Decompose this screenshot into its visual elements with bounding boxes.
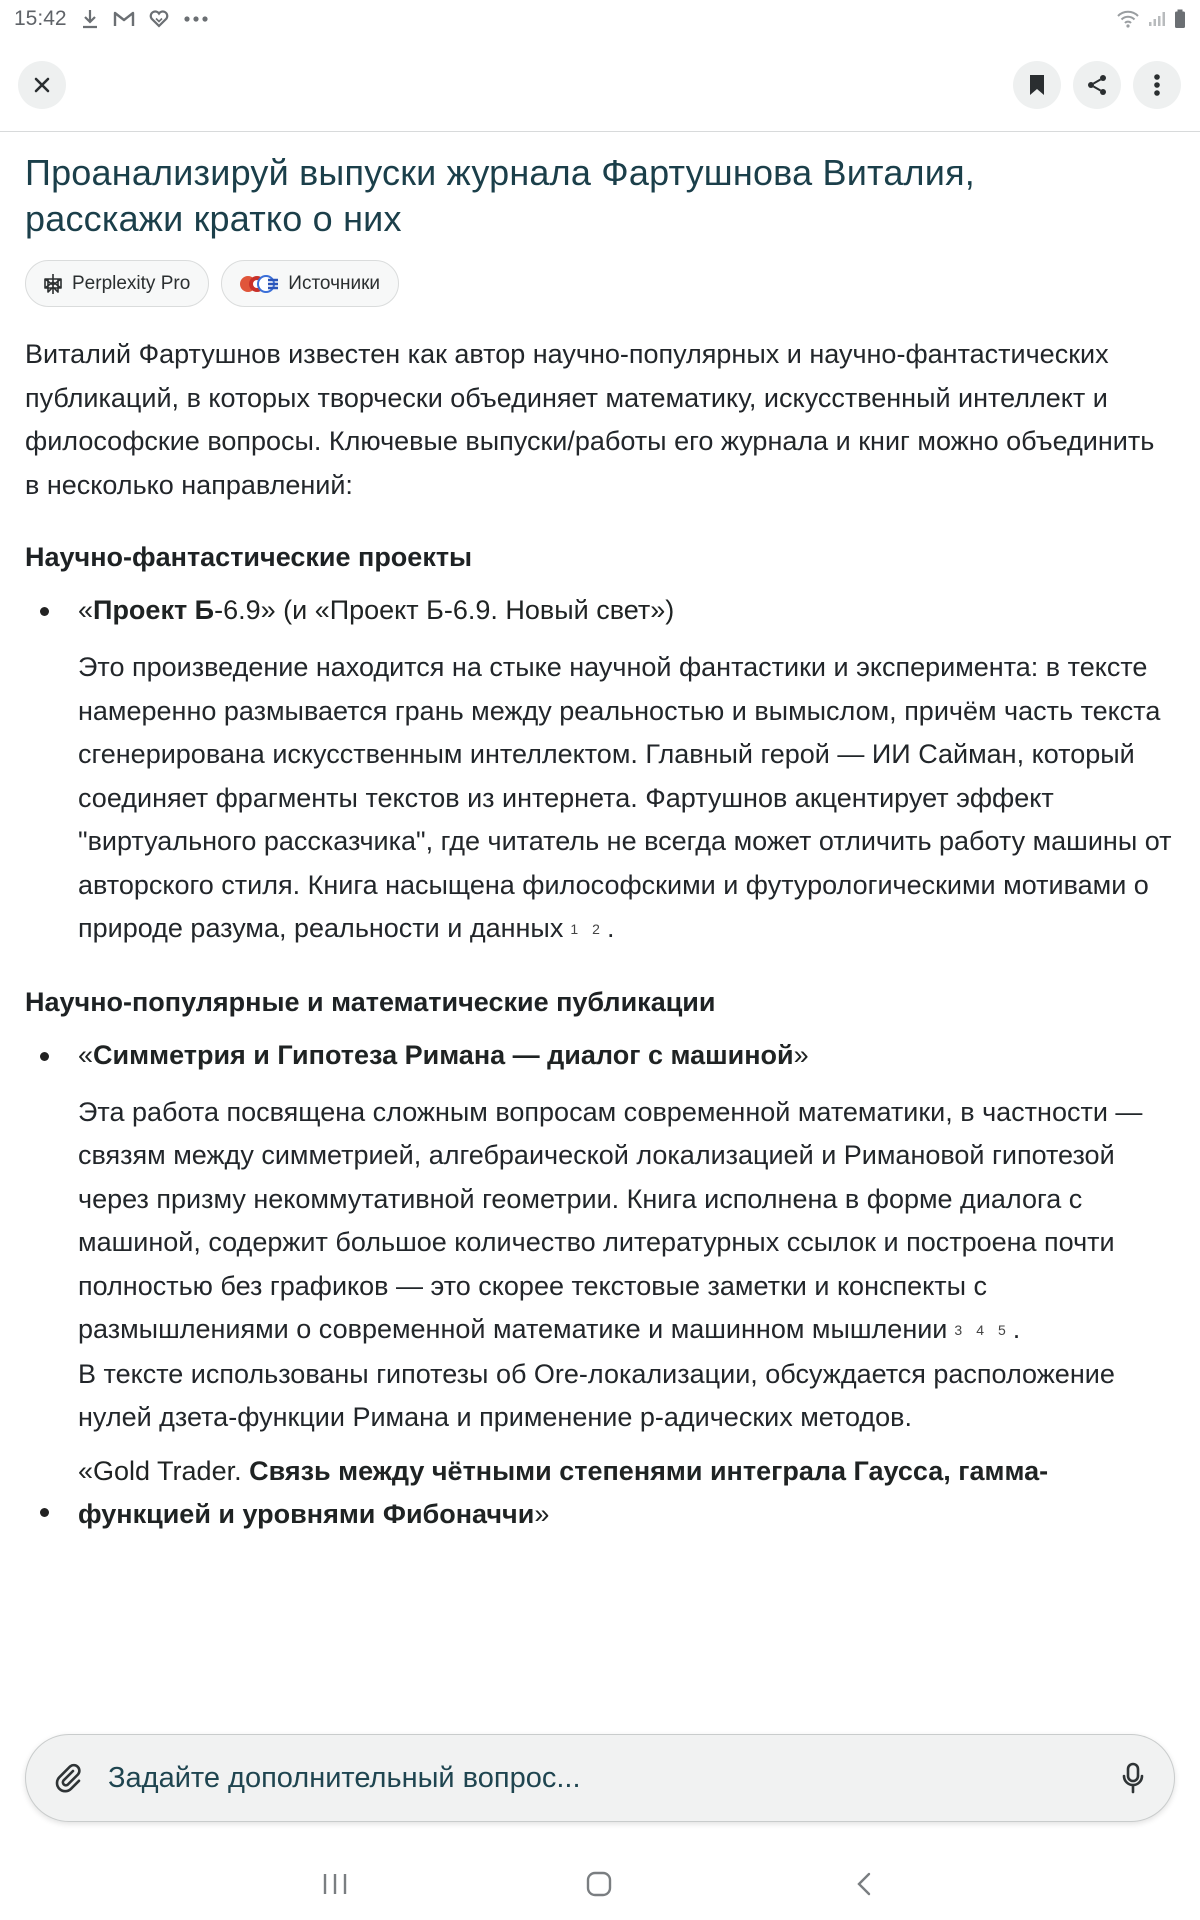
section-heading-scifi: Научно-фантастические проекты <box>25 542 473 572</box>
list-item <box>25 1034 1175 1077</box>
sentence-end: . <box>1012 1314 1021 1344</box>
recents-button[interactable] <box>305 1868 365 1900</box>
perplexity-icon <box>42 273 64 295</box>
back-icon <box>855 1871 873 1897</box>
answer-intro: Виталий Фартушнов известен как автор научно-популярных и научно-фантастических публикаций, в которых творчески объединяет математику, искусственный интеллект и философские вопросы. Ключевые выпуски/работы его журнала и книг можно объединить в несколько направлений: <box>25 339 1155 500</box>
section2-body-text: Эта работа посвящена сложным вопросам современной математики, в частности — связям между симметрией, алгебраической локализацией и Римановой гипотезой через призму некоммутативной геометрии. Книга исполнена в форме диалога с машиной, содержит большое количество литературных ссылок и построена почти полностью без графиков — это скорее текстовые заметки и конспекты с размышлениями о современной математике и машинном мышлении <box>78 1096 1143 1344</box>
share-button[interactable] <box>1073 61 1121 109</box>
citation-link[interactable]: 5 <box>998 1322 1006 1338</box>
citation-link[interactable]: 3 <box>954 1322 963 1338</box>
citation-link[interactable]: 1 <box>570 921 579 937</box>
bookmark-button[interactable] <box>1013 61 1061 109</box>
status-time: 15:42 <box>14 7 67 30</box>
quote-mark: » <box>534 1498 550 1529</box>
header-divider <box>0 131 1200 132</box>
citation-link[interactable]: 4 <box>976 1322 984 1338</box>
voice-input-button[interactable] <box>1122 1762 1144 1794</box>
back-button[interactable] <box>834 1868 894 1900</box>
list-item <box>25 589 1175 632</box>
list-item <box>25 1450 1175 1536</box>
sentence-end: . <box>606 913 615 943</box>
section1-body-text: Это произведение находится на стыке научной фантастики и эксперимента: в тексте намеренно размывается грань между реальностью и вымыслом, причём часть текста сгенерирована искусственным интеллектом. Главный герой — ИИ Сайман, который соединяет фрагменты текстов из интернета. Фартушнов акцентирует эффект "виртуального рассказчика", где читатель не всегда может отличить работу машины от авторского стиля. Книга насыщена философскими и футурологическими мотивами о природе разума, реальности и данных <box>78 652 1172 943</box>
more-options-button[interactable] <box>1133 61 1181 109</box>
heart-icon <box>149 9 169 29</box>
sources-chip[interactable] <box>221 260 399 307</box>
work-title-prefix: «Gold Trader. <box>78 1455 250 1486</box>
follow-up-input[interactable] <box>25 1734 1175 1822</box>
status-bar <box>0 0 1200 38</box>
share-icon <box>1085 73 1109 97</box>
work-title-bold: Проект Б <box>93 595 215 625</box>
bullet <box>40 1052 49 1061</box>
chip-label: Perplexity Pro <box>72 272 191 294</box>
section2-body2: В тексте использованы гипотезы об Ore-локализации, обсуждается расположение нулей дзета-функции Римана и применение p-адических методов. <box>78 1358 1115 1432</box>
more-dots-icon <box>183 15 209 23</box>
close-icon <box>32 75 52 95</box>
download-icon <box>81 9 99 29</box>
page-title: Проанализируй выпуски журнала Фартушнова Виталия, расскажи кратко о них <box>25 152 975 239</box>
quote-mark: « <box>78 1039 94 1070</box>
battery-icon <box>1174 9 1186 29</box>
home-button[interactable] <box>569 1868 629 1900</box>
follow-up-placeholder: Задайте дополнительный вопрос... <box>108 1761 581 1794</box>
bullet <box>40 607 49 616</box>
section1-body <box>25 646 1175 952</box>
bullet <box>40 1508 49 1517</box>
thread-content <box>25 150 1175 1536</box>
work-title-bold: Симметрия и Гипотеза Римана — диалог с машиной <box>93 1039 794 1070</box>
work-title-bold: Связь между чётными степенями интеграла Гаусса, гамма-функцией и уровнями Фибоначчи <box>78 1455 1049 1529</box>
chip-label: Источники <box>288 272 381 294</box>
citation-link[interactable]: 2 <box>592 921 600 937</box>
microphone-icon <box>1122 1762 1144 1794</box>
more-vertical-icon <box>1153 73 1161 97</box>
signal-icon <box>1148 11 1166 27</box>
wifi-icon <box>1116 10 1140 28</box>
section2-body <box>25 1091 1175 1353</box>
paperclip-icon <box>52 1762 84 1794</box>
bookmark-icon <box>1028 73 1046 97</box>
home-icon <box>585 1870 613 1898</box>
gmail-icon <box>113 10 135 28</box>
quote-mark: « <box>78 595 94 625</box>
quote-mark: » <box>793 1039 809 1070</box>
sources-icon <box>238 273 280 295</box>
system-nav-bar <box>0 1846 1200 1920</box>
close-button[interactable] <box>18 61 66 109</box>
section-heading-math: Научно-популярные и математические публикации <box>25 986 716 1017</box>
attach-button[interactable] <box>52 1762 84 1794</box>
perplexity-pro-chip[interactable] <box>25 260 209 307</box>
work-title-rest: -6.9» (и «Проект Б-6.9. Новый свет») <box>214 595 675 625</box>
chip-row <box>25 260 1175 307</box>
recents-icon <box>322 1872 348 1896</box>
